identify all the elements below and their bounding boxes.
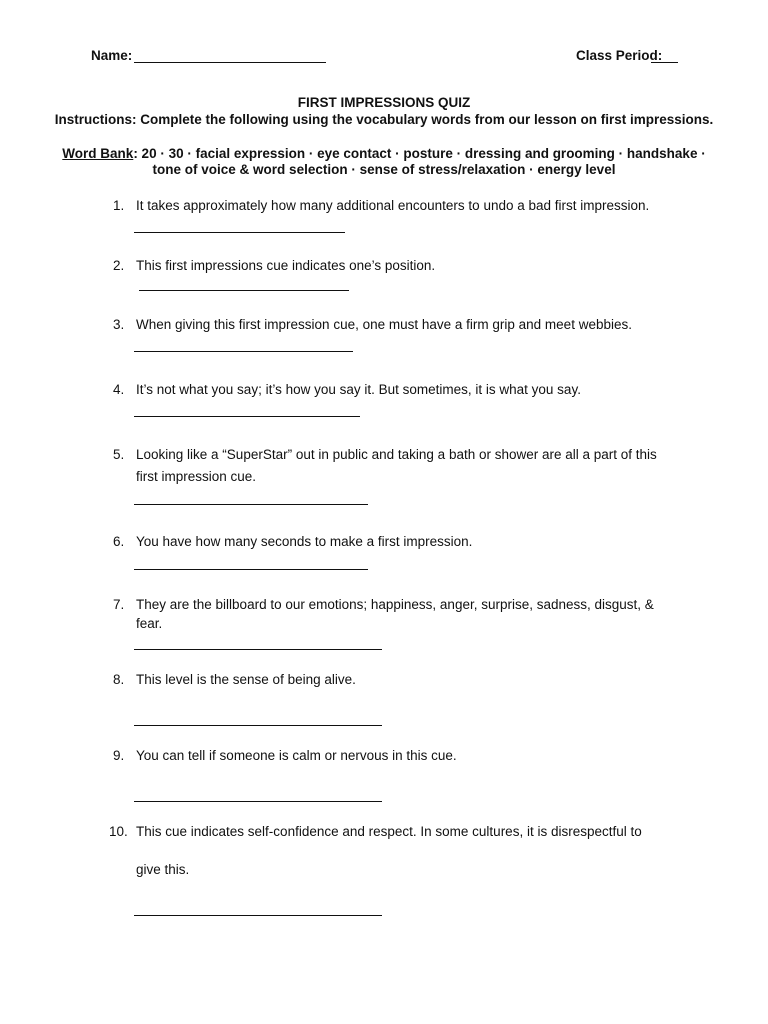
question-number: 10. [109, 824, 128, 839]
question-number: 6. [113, 534, 125, 549]
class-period-label: Class Period: [576, 48, 663, 63]
question-text: You have how many seconds to make a first impression. [136, 534, 473, 549]
question-text-continued: give this. [136, 862, 190, 877]
question-text: This level is the sense of being alive. [136, 672, 356, 687]
answer-line[interactable] [134, 649, 382, 650]
question-number: 3. [113, 317, 125, 332]
answer-line[interactable] [134, 725, 382, 726]
answer-line[interactable] [134, 915, 382, 916]
answer-line[interactable] [134, 504, 368, 505]
question-text: When giving this first impression cue, one must have a firm grip and meet webbies. [136, 317, 632, 332]
question-text-continued: first impression cue. [136, 469, 257, 484]
question-text: They are the billboard to our emotions; happiness, anger, surprise, sadness, disgust, & [136, 597, 654, 612]
question-text-continued: fear. [136, 616, 163, 631]
question-number: 2. [113, 258, 125, 273]
answer-line[interactable] [134, 232, 345, 233]
instructions: Instructions: Complete the following using the vocabulary words from our lesson on first impressions. [54, 112, 714, 127]
answer-line[interactable] [134, 351, 353, 352]
answer-line[interactable] [134, 416, 360, 417]
word-bank [0, 145, 768, 162]
question-number: 5. [113, 447, 125, 462]
quiz-title: FIRST IMPRESSIONS QUIZ [297, 95, 471, 110]
name-label: Name: [91, 48, 133, 63]
name-field[interactable] [134, 62, 326, 63]
question-number: 1. [113, 198, 125, 213]
class-period-field[interactable] [651, 62, 678, 63]
question-text: You can tell if someone is calm or nervous in this cue. [136, 748, 457, 763]
answer-line[interactable] [134, 801, 382, 802]
question-text: Looking like a “SuperStar” out in public and taking a bath or shower are all a part of this [136, 447, 657, 462]
word-bank-label: Word Bank [62, 146, 134, 161]
word-bank-line-2: tone of voice & word selection · sense of stress/relaxation · energy level [152, 162, 616, 177]
question-number: 4. [113, 382, 125, 397]
question-text: This first impressions cue indicates one’s position. [136, 258, 436, 273]
answer-line[interactable] [134, 569, 368, 570]
question-number: 9. [113, 748, 125, 763]
word-bank-line-1: : 20 · 30 · facial expression · eye contact · posture · dressing and grooming · handshake · [133, 146, 706, 161]
question-number: 7. [113, 597, 125, 612]
question-text: This cue indicates self-confidence and respect. In some cultures, it is disrespectful to [136, 824, 642, 839]
question-text: It’s not what you say; it’s how you say it. But sometimes, it is what you say. [136, 382, 581, 397]
question-text: It takes approximately how many additional encounters to undo a bad first impression. [136, 198, 650, 213]
answer-line[interactable] [139, 290, 349, 291]
question-number: 8. [113, 672, 125, 687]
